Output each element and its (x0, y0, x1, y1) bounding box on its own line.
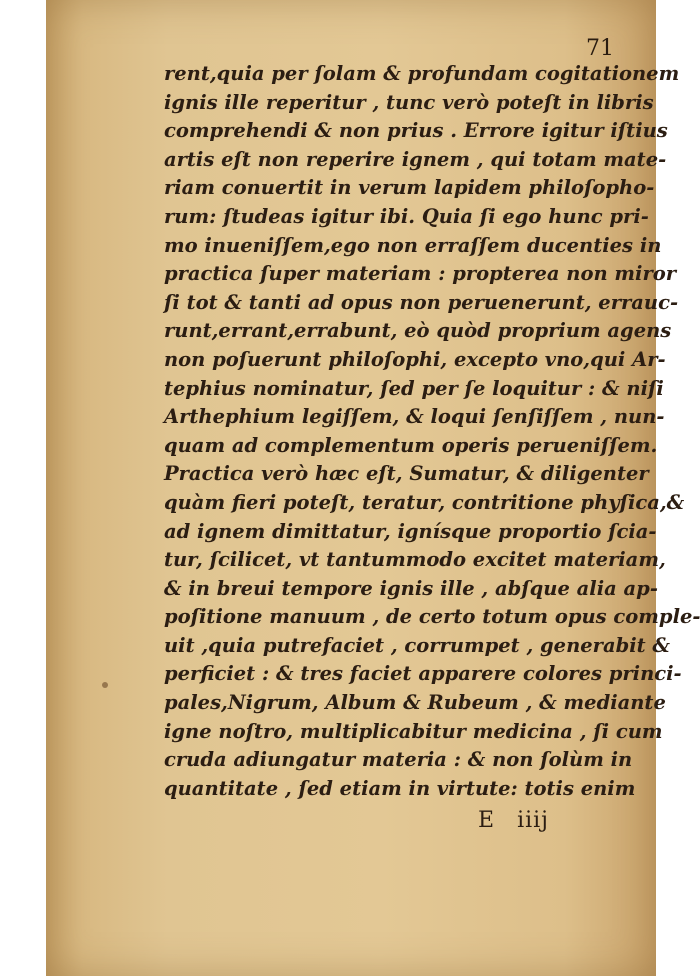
text-line: tur, ſcilicet, vt tantummodo excitet materiam, (164, 548, 666, 572)
signature-mark (478, 808, 549, 833)
text-line: non poſuerunt philoſophi, excepto vno,qui Ar- (164, 347, 666, 371)
text-line: tephius nominatur, ſed per ſe loquitur : & niſi (164, 376, 664, 400)
text-line: Practica verò hæc eſt, Sumatur, & diligenter (164, 462, 649, 486)
text-line: quam ad complementum operis perueniſſem. (164, 433, 658, 457)
text-line: Arthephium legiſſem, & loqui ſenſiſſem , nun- (164, 405, 665, 429)
text-line: ſi tot & tanti ad opus non peruenerunt, errauc- (164, 290, 679, 314)
ink-speck (102, 682, 108, 688)
text-line: runt,errant,errabunt, eò quòd proprium agens (164, 319, 672, 343)
book-page (46, 0, 700, 976)
text-line: perficiet : & tres faciet apparere colores princi- (164, 662, 682, 686)
text-line: igne noſtro, multiplicabitur medicina , ſi cum (164, 719, 663, 743)
text-line: quàm fieri poteſt, teratur, contritione phyſica,& (164, 490, 685, 514)
text-line: pales,Nigrum, Album & Rubeum , & mediante (164, 691, 666, 715)
text-line: artis eſt non reperire ignem , qui totam mate- (164, 147, 667, 171)
text-line: poſitione manuum , de certo totum opus comple- (164, 605, 700, 629)
text-line: cruda adiungatur materia : & non ſolùm in (164, 748, 633, 772)
text-line: ignis ille reperitur , tunc verò poteſt in libris (164, 90, 654, 114)
page-number: 71 (586, 36, 614, 61)
text-line: mo inueniſſem,ego non erraſſem ducenties in (164, 233, 662, 257)
text-line: riam conuertit in verum lapidem philoſopho- (164, 176, 655, 200)
signature-letter: E (478, 808, 496, 833)
text-line: comprehendi & non prius . Errore igitur iſtius (164, 119, 668, 143)
text-block (164, 60, 700, 803)
text-line: practica ſuper materiam : propterea non miror (164, 262, 677, 286)
text-line: & in breui tempore ignis ille , abſque alia ap- (164, 576, 658, 600)
text-line: ad ignem dimittatur, ignísque proportio ſcia- (164, 519, 657, 543)
text-line: quantitate , ſed etiam in virtute: totis enim (164, 776, 636, 800)
text-line: uit ,quia putrefaciet , corrumpet , generabit & (164, 633, 671, 657)
text-line: rum: ſtudeas igitur ibi. Quia ſi ego hunc pri- (164, 204, 649, 228)
text-line: rent,quia per ſolam & profundam cogitationem (164, 62, 680, 85)
signature-number: iiij (517, 808, 549, 833)
